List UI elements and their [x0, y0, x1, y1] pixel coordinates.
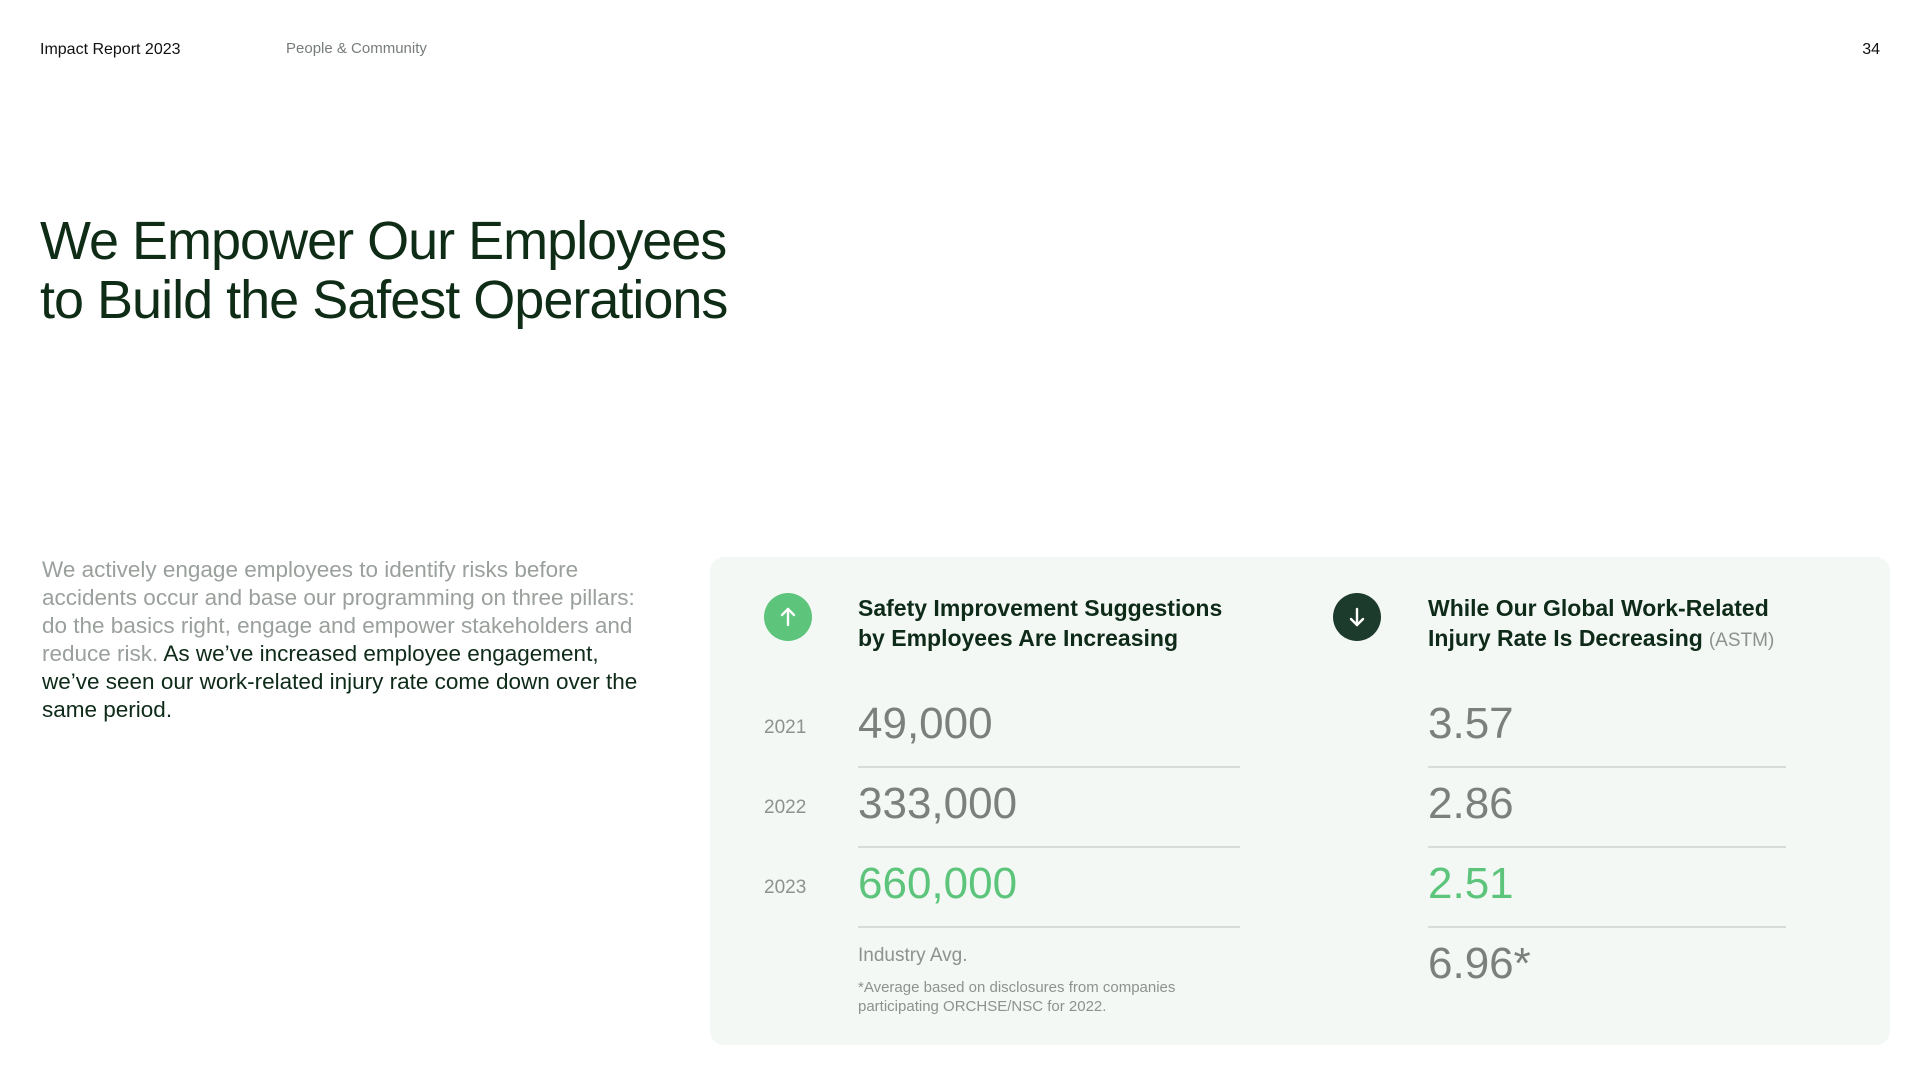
divider	[1428, 846, 1786, 848]
suggestions-value-2023: 660,000	[858, 859, 1018, 908]
injury-value-2021: 3.57	[1428, 699, 1514, 748]
arrow-up-icon	[764, 593, 812, 641]
title-line-2: to Build the Safest Operations	[40, 270, 728, 330]
page-title	[40, 212, 800, 330]
title-line-1: We Empower Our Employees	[40, 211, 727, 271]
page-number: 34	[1862, 41, 1880, 58]
suggestions-value-2021: 49,000	[858, 699, 993, 748]
industry-avg-value: 6.96*	[1428, 939, 1531, 988]
suggestions-header-icon-wrap	[764, 593, 812, 641]
suggestions-title	[858, 593, 1222, 653]
divider	[1428, 926, 1786, 928]
stats-panel	[710, 557, 1890, 1045]
top-bar	[40, 41, 1880, 65]
intro-strong-text: As we’ve increased employee engagement, we’ve seen our work-related injury rate come down over the same period.	[42, 641, 638, 722]
year-label-2022: 2022	[764, 797, 807, 818]
report-title: Impact Report 2023	[40, 41, 181, 58]
suggestions-value-2022: 333,000	[858, 779, 1018, 828]
suggestions-title-line-1: Safety Improvement Suggestions	[858, 595, 1223, 621]
arrow-down-icon	[1333, 593, 1381, 641]
year-label-2021: 2021	[764, 717, 807, 738]
section-name: People & Community	[286, 40, 427, 57]
footnote: *Average based on disclosures from companies participating ORCHSE/NSC for 2022.	[858, 979, 1176, 1015]
intro-paragraph	[42, 556, 652, 724]
injury-rate-title	[1428, 593, 1774, 656]
year-label-2023: 2023	[764, 877, 807, 898]
industry-avg-label: Industry Avg.	[858, 945, 968, 966]
divider	[1428, 766, 1786, 768]
suggestions-title-line-2: by Employees Are Increasing	[858, 625, 1179, 651]
astm-label: (ASTM)	[1708, 630, 1775, 651]
intro-muted-text: We actively engage employees to identify risks before accidents occur and base our programming on three pillars: do the basics right, engage and empower stakeholders and reduce risk.	[42, 557, 635, 666]
injury-title-line-1: While Our Global Work-Related	[1428, 595, 1769, 621]
injury-header-icon-wrap	[1333, 593, 1381, 641]
injury-value-2023: 2.51	[1428, 859, 1514, 908]
injury-title-line-2: Injury Rate Is Decreasing	[1428, 625, 1703, 651]
injury-value-2022: 2.86	[1428, 779, 1514, 828]
divider	[858, 926, 1240, 928]
divider	[858, 766, 1240, 768]
divider	[858, 846, 1240, 848]
